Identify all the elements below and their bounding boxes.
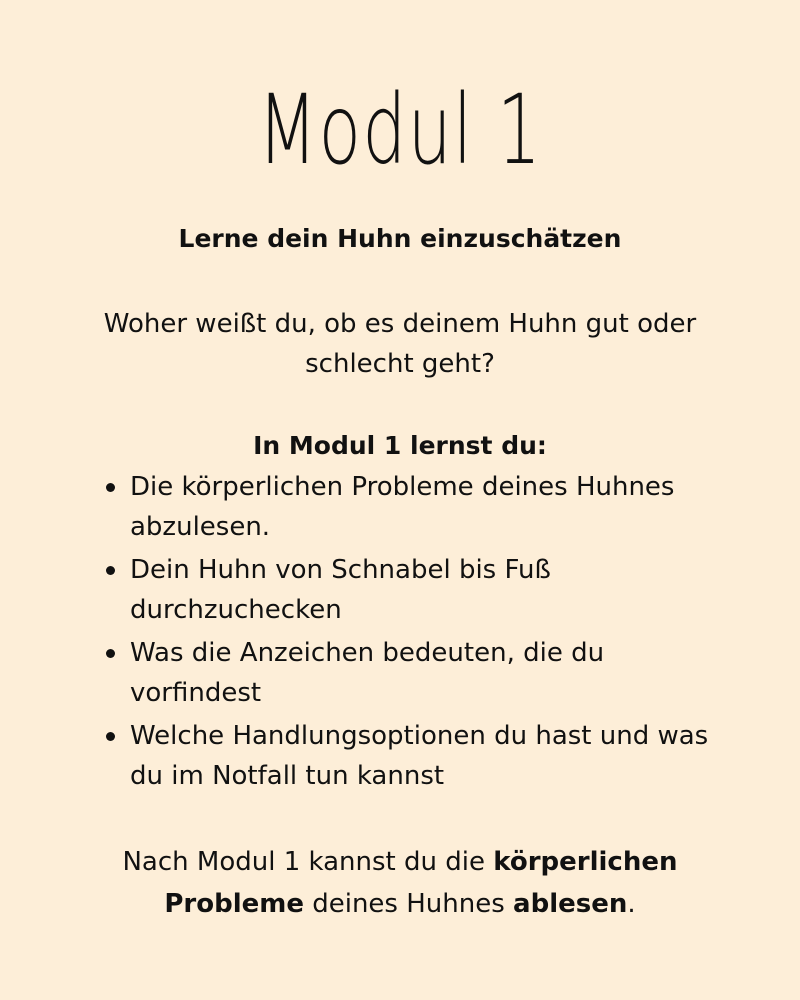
conclusion-part: Nach Modul 1 kannst du die bbox=[122, 847, 494, 877]
list-item bbox=[100, 633, 740, 713]
bullet-icon bbox=[106, 732, 115, 741]
conclusion-emphasis: ablesen bbox=[513, 889, 628, 919]
intro-question: Woher weißt du, ob es deinem Huhn gut oder schlecht geht? bbox=[103, 309, 697, 379]
conclusion-emphasis: körperlichen Probleme bbox=[164, 847, 678, 919]
list-item bbox=[100, 467, 740, 547]
subtitle: Lerne dein Huhn einzuschätzen bbox=[178, 224, 622, 253]
conclusion-text bbox=[60, 841, 740, 925]
list-item-text: Was die Anzeichen bedeuten, die du vorfindest bbox=[130, 638, 605, 708]
bullet-icon bbox=[106, 566, 115, 575]
list-item-text: Dein Huhn von Schnabel bis Fuß durchzuchecken bbox=[130, 555, 551, 625]
bullet-icon bbox=[106, 649, 115, 658]
list-item bbox=[100, 550, 740, 630]
conclusion-part: . bbox=[627, 889, 636, 919]
learning-list bbox=[100, 467, 740, 799]
list-item-text: Die körperlichen Probleme deines Huhnes abzulesen. bbox=[130, 472, 675, 542]
list-item-text: Welche Handlungsoptionen du hast und was du im Notfall tun kannst bbox=[130, 721, 709, 791]
list-item bbox=[100, 716, 740, 796]
page-title: Modul 1 bbox=[257, 74, 543, 186]
conclusion-part: deines Huhnes bbox=[303, 889, 514, 919]
list-heading: In Modul 1 lernst du: bbox=[253, 431, 547, 460]
bullet-icon bbox=[106, 483, 115, 492]
